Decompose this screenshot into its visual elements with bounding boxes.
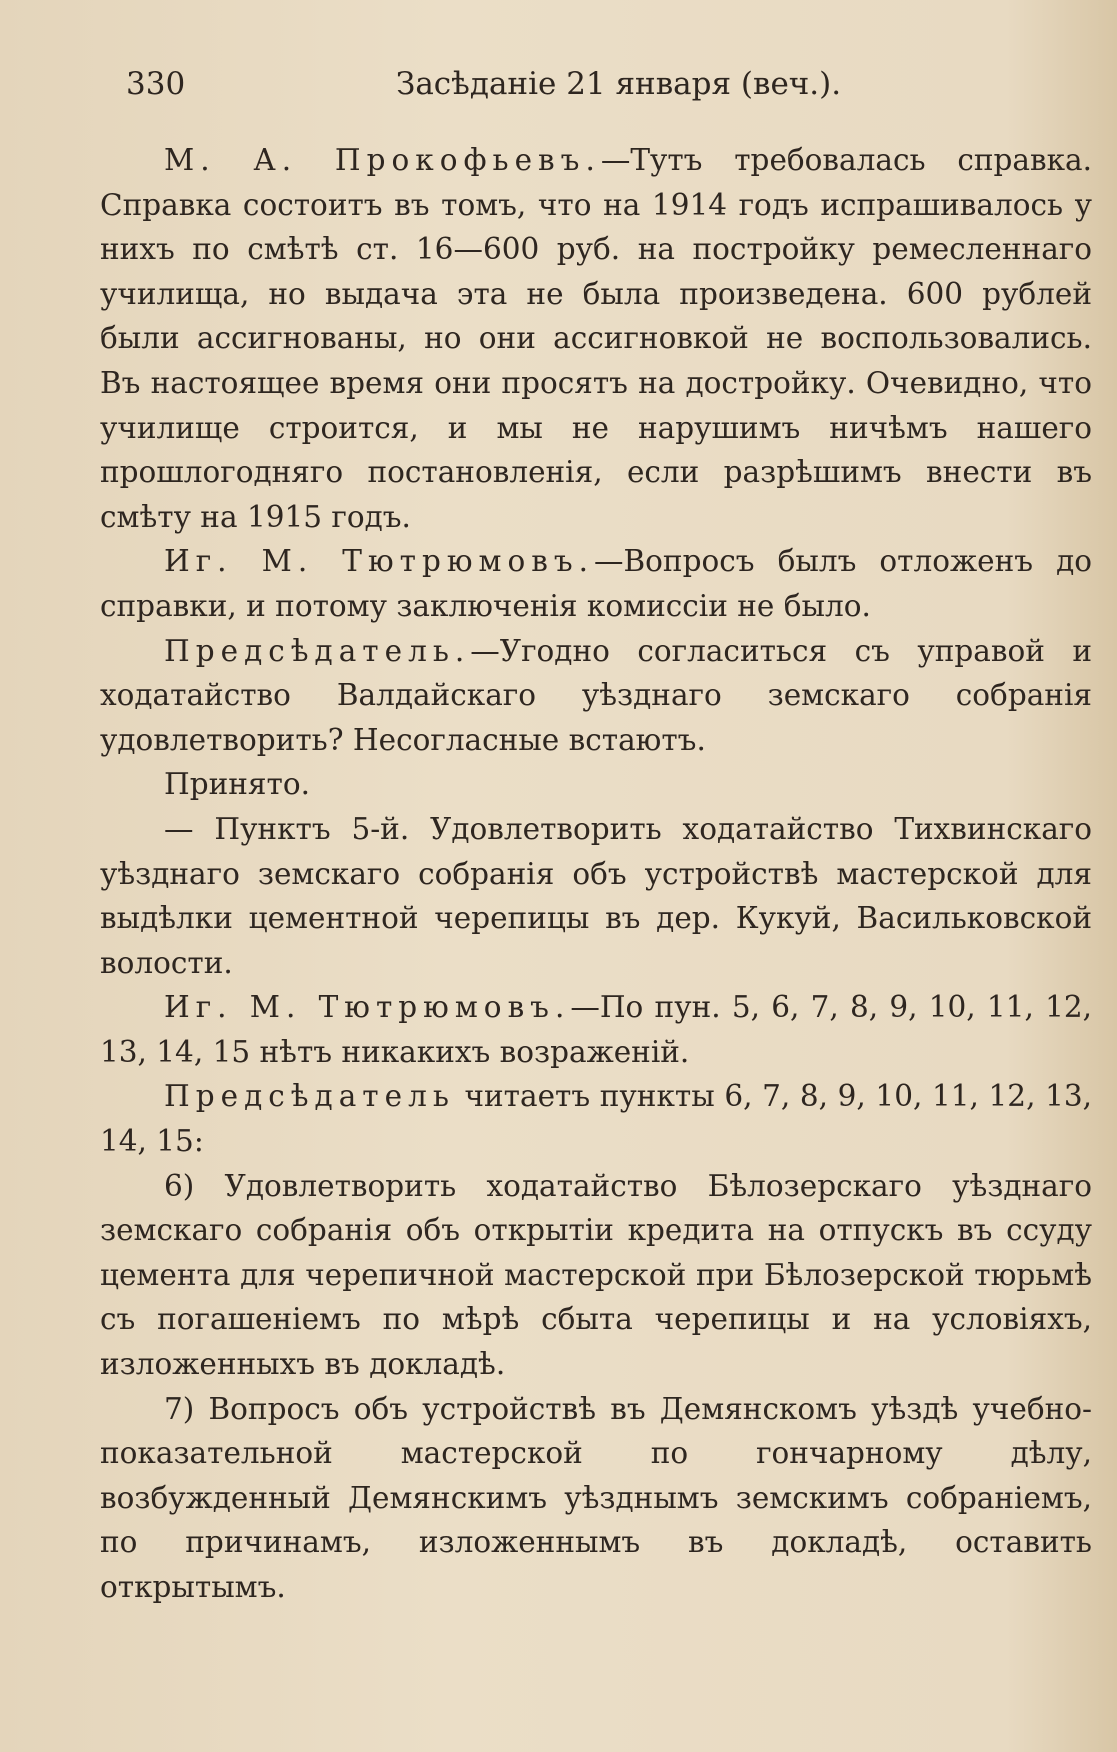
- paragraph-text: —Тутъ требовалась справка. Справка состоитъ въ томъ, что на 1914 годъ испрашивалось у нихъ по смѣтѣ ст. 16—600 руб. на постройку ремесленнаго училища, но выдача эта не была произведена. 600 рублей были ассигнованы, но они ассигновкой не воспользовались. Въ настоящее время они просятъ на достройку. Очевидно, что училище строится, и мы не нарушимъ ничѣмъ нашего прошлогодняго постановленія, если разрѣшимъ внести въ смѣту на 1915 годъ.: [100, 143, 1092, 534]
- paragraph-text: 7) Вопросъ объ устройствѣ въ Демянскомъ уѣздѣ учебно-показательной мастерской по гончарному дѣлу, возбужденный Демянскимъ уѣзднымъ земскимъ собраніемъ, по причинамъ, изложеннымъ въ докладѣ, оставить открытымъ.: [100, 1391, 1092, 1604]
- paragraph-prokofiev: [100, 138, 1092, 539]
- speaker-name: Предсѣдатель.: [164, 633, 471, 668]
- paragraph-text: Принято.: [164, 767, 311, 802]
- paragraph-tyutryumov-2: [100, 985, 1092, 1074]
- paragraph-item-7: [100, 1387, 1092, 1610]
- paragraph-point-5: [100, 807, 1092, 985]
- paragraph-text: — Пунктъ 5-й. Удовлетворить ходатайство Тихвинскаго уѣзднаго земскаго собранія объ устройствѣ мастерской для выдѣлки цементной черепицы въ дер. Кукуй, Васильковской волости.: [100, 811, 1092, 980]
- paragraph-tyutryumov-1: [100, 539, 1092, 628]
- speaker-name: Иг. М. Тютрюмовъ.: [164, 544, 594, 579]
- paragraph-text: читаетъ пункты 6, 7, 8, 9, 10, 11, 12, 13, 14, 15:: [100, 1079, 1092, 1159]
- paragraph-chairman-2: [100, 1074, 1092, 1163]
- paragraph-accepted: [100, 762, 1092, 807]
- paragraph-text: —Угодно согласиться съ управой и ходатайство Валдайскаго уѣзднаго земскаго собранія удовлетворить? Несогласные встаютъ.: [100, 633, 1092, 757]
- paragraph-item-6: [100, 1164, 1092, 1387]
- speaker-name: Иг. М. Тютрюмовъ.: [164, 990, 571, 1025]
- paragraph-text: 6) Удовлетворить ходатайство Бѣлозерскаго уѣзднаго земскаго собранія объ открытіи кредита на отпускъ въ ссуду цемента для черепичной мастерской при Бѣлозерской тюрьмѣ съ погашеніемъ по мѣрѣ сбыта черепицы и на условіяхъ, изложенныхъ въ докладѣ.: [100, 1168, 1092, 1382]
- body-text: [100, 138, 1092, 1610]
- paragraph-text: —Вопросъ былъ отложенъ до справки, и потому заключенія комиссіи не было.: [100, 544, 1092, 623]
- page-header: [126, 66, 1046, 112]
- paragraph-text: —По пун. 5, 6, 7, 8, 9, 10, 11, 12, 13, 14, 15 нѣтъ никакихъ возраженій.: [100, 990, 1092, 1069]
- speaker-name: М. А. Прокофьевъ.: [164, 143, 601, 177]
- paragraph-chairman-1: [100, 629, 1092, 763]
- speaker-name: Предсѣдатель: [164, 1079, 455, 1114]
- page-number: 330: [126, 66, 186, 102]
- running-title: Засѣданіе 21 января (веч.).: [396, 66, 842, 102]
